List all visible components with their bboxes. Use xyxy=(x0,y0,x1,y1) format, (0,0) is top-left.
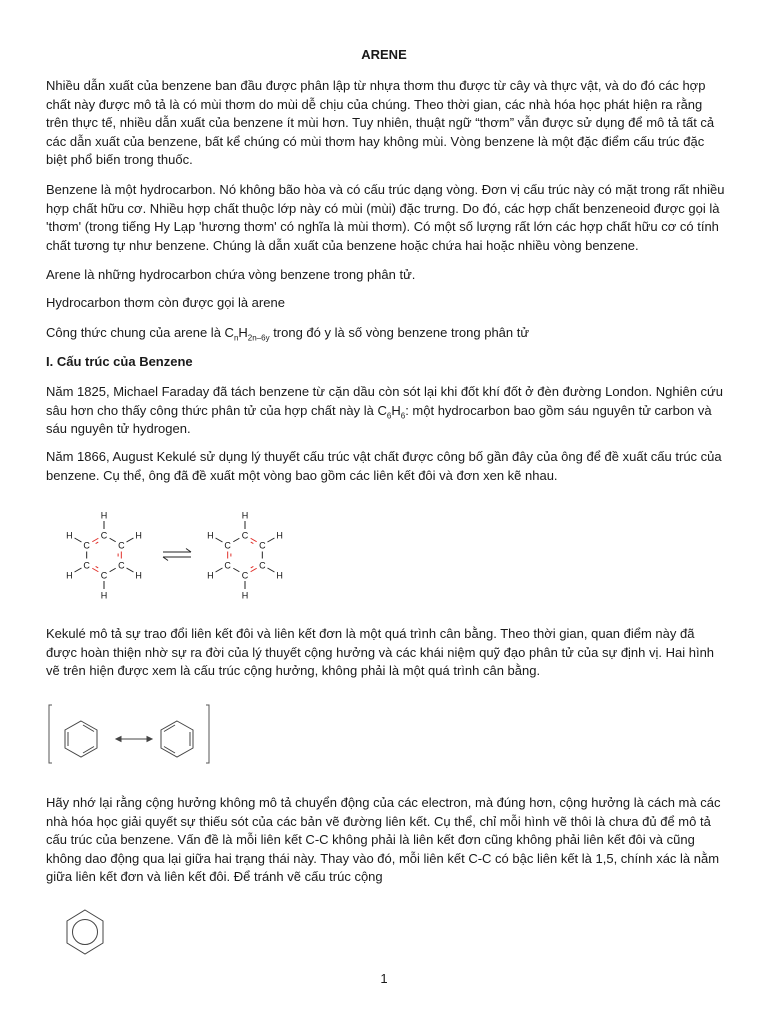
hydrogen-atom-label: H xyxy=(100,590,108,601)
c-h-bond xyxy=(127,568,134,572)
hydrogen-atom-label: H xyxy=(207,570,214,581)
c-h-bond xyxy=(75,568,82,572)
hydrogen-atom-label: H xyxy=(207,530,214,541)
carbon-atom-label: C xyxy=(83,560,90,571)
c-h-bond xyxy=(127,538,134,542)
forward-arrow-head xyxy=(186,549,191,553)
section-heading-structure: I. Cấu trúc của Benzene xyxy=(46,354,193,369)
carbon-atom-label: C xyxy=(259,540,266,551)
ring-bond xyxy=(233,538,239,542)
carbon-atom-label: C xyxy=(241,570,249,581)
equilibrium-arrow xyxy=(163,549,191,561)
paragraph-arene-definition: Arene là những hydrocarbon chứa vòng benzene trong phân tử. xyxy=(46,267,416,282)
ring-bond xyxy=(233,568,239,572)
kekule-structures-figure xyxy=(60,505,300,605)
carbon-atom-label: C xyxy=(259,560,266,571)
c-h-bond xyxy=(268,568,275,572)
right-bracket xyxy=(206,705,209,763)
carbon-atom-label: C xyxy=(100,570,108,581)
ring-double-bond-inner xyxy=(251,566,254,568)
c-h-bond xyxy=(216,538,223,542)
ring-double-bond-inner xyxy=(96,566,99,568)
document-title: ARENE xyxy=(361,47,407,62)
left-bracket xyxy=(49,705,52,763)
ring-bond xyxy=(110,538,116,542)
ring-bond xyxy=(251,538,257,542)
hydrogen-atom-label: H xyxy=(66,570,73,581)
paragraph-benzene-definition: Benzene là một hydrocarbon. Nó không bão hòa và có cấu trúc dạng vòng. Đơn vị cấu trúc này có mặt trong rất nhiều hợp chất hữu cơ. Nhiều hợp chất thuộc lớp này có mùi (mùi) đặc trưng. Do đó, các hợp chất benzeneoid được gọi là 'thơm' (trong tiếng Hy Lạp 'hương thơm' có nghĩa là mùi thơm). Có một số lượng rất lớn các hợp chất hữu cơ có tính chất tương tự như benzene. Chúng là dẫn xuất của benzene hoặc chứa hai hoặc nhiều vòng benzene. xyxy=(46,182,725,253)
page-number: 1 xyxy=(380,971,388,986)
ring-double-bond-inner xyxy=(251,542,254,544)
ring-bond xyxy=(251,568,257,572)
resonance-structures-figure xyxy=(48,703,218,765)
hydrogen-atom-label: H xyxy=(135,530,142,541)
c-h-bond xyxy=(75,538,82,542)
c-h-bond xyxy=(268,538,275,542)
paragraph-intro: Nhiều dẫn xuất của benzene ban đầu được phân lập từ nhựa thơm thu được từ cây và thực vật, và do đó các hợp chất này được mô tả là có mùi thơm do mùi dễ chịu của chúng. Theo thời gian, các nhà hóa học phát hiện ra rằng trên thực tế, nhiều dẫn xuất của benzene ít mùi hơn. Tuy nhiên, thuật ngữ “thơm” vẫn được sử dụng để mô tả tất cả các dẫn xuất của benzene, bất kể chúng có mùi thơm hay không mùi. Vòng benzene là một đặc điểm cấu trúc đặc biệt phổ biến trong thuốc. xyxy=(46,78,715,167)
paragraph-kekule: Năm 1866, August Kekulé sử dụng lý thuyết cấu trúc vật chất được công bố gần đây của ông để đề xuất cấu trúc của benzene. Cụ thể, ông đã đề xuất một vòng bao gồm các liên kết đôi và đơn xen kẽ nhau. xyxy=(46,449,722,483)
ring-double-bond-inner xyxy=(96,542,99,544)
resonance-double-arrow xyxy=(116,737,152,742)
benzene-circle-structure-figure xyxy=(60,907,110,957)
paragraph-bond-order: Hãy nhớ lại rằng cộng hưởng không mô tả chuyển động của các electron, mà đúng hơn, cộng hưởng là cách mà các nhà hóa học giải quyết sự thiếu sót của các bản vẽ đường liên kết. Cụ thể, chỉ mỗi hình vẽ thôi là chưa đủ để mô tả cấu trúc của benzene. Vấn đề là mỗi liên kết C-C không phải là liên kết đơn cũng không phải liên kết đôi và cũng không dao động qua lại giữa hai trạng thái này. Thay vào đó, mỗi liên kết C-C có bậc liên kết là 1,5, chính xác là nằm giữa liên kết đơn và liên kết đôi. Để tránh vẽ cấu trúc cộng xyxy=(46,795,721,884)
ring-bond xyxy=(110,568,116,572)
paragraph-general-formula: Công thức chung của arene là $C_nH_{2n-6y}$ trong đó y là số vòng benzene trong phân tử xyxy=(46,325,530,343)
hydrogen-atom-label: H xyxy=(276,530,283,541)
carbon-atom-label: C xyxy=(100,530,108,541)
paragraph-arene-alias: Hydrocarbon thơm còn được gọi là arene xyxy=(46,295,285,310)
c-h-bond xyxy=(216,568,223,572)
carbon-atom-label: C xyxy=(224,540,231,551)
hydrogen-atom-label: H xyxy=(241,510,249,521)
hydrogen-atom-label: H xyxy=(66,530,73,541)
paragraph-faraday: Năm 1825, Michael Faraday đã tách benzene từ cặn dầu còn sót lại khi đốt khí đốt ở đèn đường London. Nghiên cứu sâu hơn cho thấy công thức phân tử của hợp chất này là $C_6H_6$: một hydrocarbon bao gồm sáu nguyên tử carbon và sáu nguyên tử hydrogen. xyxy=(46,384,723,436)
ring-bond xyxy=(92,538,98,542)
ring-bond xyxy=(92,568,98,572)
hydrogen-atom-label: H xyxy=(100,510,108,521)
hydrogen-atom-label: H xyxy=(241,590,249,601)
hydrogen-atom-label: H xyxy=(135,570,142,581)
benzene-kekule-structure-b xyxy=(161,721,193,757)
paragraph-resonance: Kekulé mô tả sự trao đổi liên kết đôi và liên kết đơn là một quá trình cân bằng. Theo thời gian, quan điểm này đã được hoàn thiện nhờ sự ra đời của lý thuyết cộng hưởng và các khái niệm quỹ đạo phân tử của sự định vị. Hai hình vẽ trên hiện được xem là cấu trúc cộng hưởng, không phải là một quá trình cân bằng. xyxy=(46,626,715,678)
carbon-atom-label: C xyxy=(118,540,125,551)
reverse-arrow-head xyxy=(163,557,168,561)
carbon-atom-label: C xyxy=(83,540,90,551)
carbon-atom-label: C xyxy=(118,560,125,571)
benzene-kekule-structure-a xyxy=(65,721,97,757)
carbon-atom-label: C xyxy=(224,560,231,571)
hydrogen-atom-label: H xyxy=(276,570,283,581)
carbon-atom-label: C xyxy=(241,530,249,541)
